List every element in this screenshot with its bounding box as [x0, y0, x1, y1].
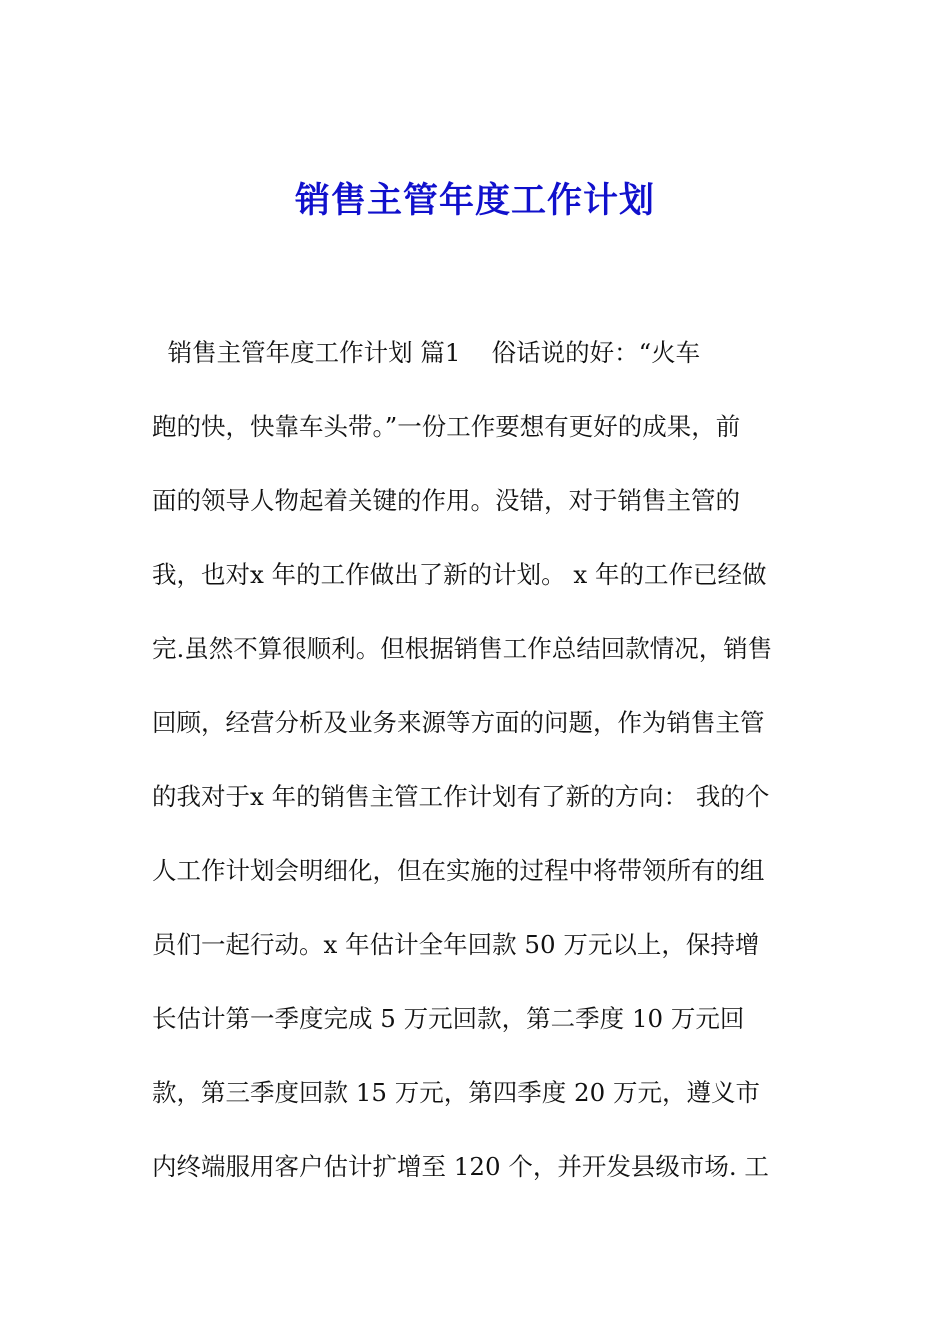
- document-body: [152, 330, 812, 1218]
- body-line: 回顾，经营分析及业务来源等方面的问题，作为销售主管: [152, 708, 765, 737]
- body-line: 面的领导人物起着关键的作用。没错，对于销售主管的: [152, 486, 740, 515]
- document-title: 销售主管年度工作计划: [294, 181, 655, 221]
- body-line: 我，也对x 年的工作做出了新的计划。 x 年的工作已经做: [152, 560, 767, 589]
- body-line: 销售主管年度工作计划 篇1 俗话说的好：“火车: [152, 338, 701, 367]
- body-line: 员们一起行动。x 年估计全年回款 50 万元以上，保持增: [152, 930, 760, 959]
- body-line: 款，第三季度回款 15 万元，第四季度 20 万元，遵义市: [152, 1078, 760, 1107]
- body-line: 跑的快，快靠车头带。”一份工作要想有更好的成果，前: [152, 412, 741, 441]
- body-line: 内终端服用客户估计扩增至 120 个，并开发县级市场. 工: [152, 1152, 769, 1181]
- body-line: 的我对于x 年的销售主管工作计划有了新的方向： 我的个: [152, 782, 770, 811]
- body-line: 人工作计划会明细化，但在实施的过程中将带领所有的组: [152, 856, 765, 885]
- body-line: 完.虽然不算很顺利。但根据销售工作总结回款情况，销售: [152, 634, 773, 663]
- body-line: 长估计第一季度完成 5 万元回款，第二季度 10 万元回: [152, 1004, 745, 1033]
